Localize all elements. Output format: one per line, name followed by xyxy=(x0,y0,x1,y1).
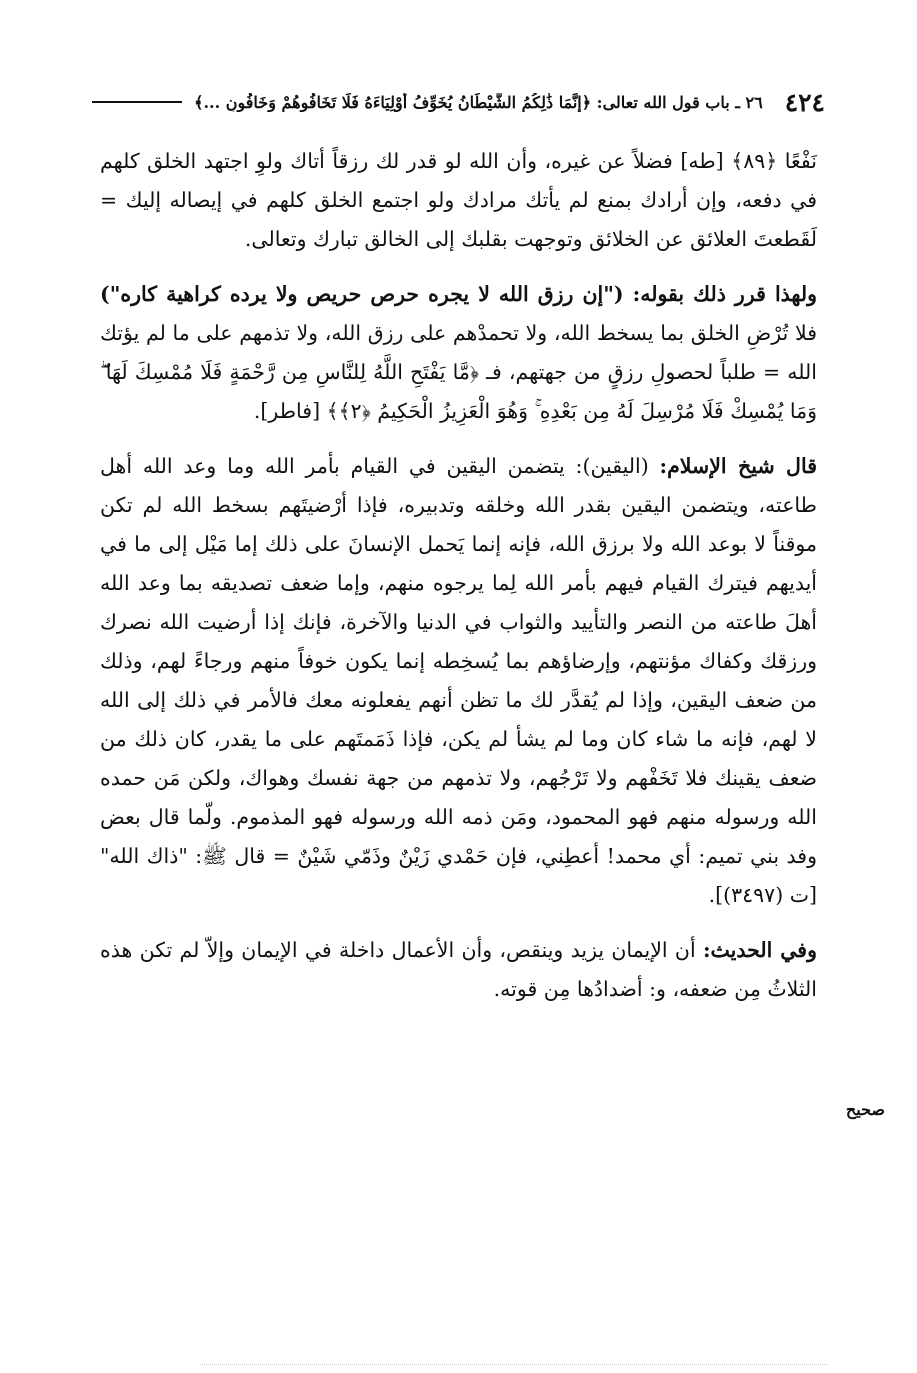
paragraph-text: نَفْعًا ﴿٨٩﴾ [طه] فضلاً عن غيره، وأن الله لو قدر لك رزقاً أتاك ولوِ اجتهد الخلق كلهم في دفعه، وإن أرادك بمنع لم يأتك مرادك ولو اجتمع الخلق كلهم في إيصاله إليك = لَقَطعتَ العلائق عن الخلائق وتوجهت بقلبك إلى الخالق تبارك وتعالى. xyxy=(100,149,817,251)
paragraph-lead: وفي الحديث: xyxy=(702,938,817,962)
paragraph-1 xyxy=(100,142,817,259)
header-rule xyxy=(92,101,182,103)
running-title: ٢٦ ـ باب قول الله تعالى: ﴿إِنَّمَا ذَٰلِكُمُ الشَّيْطَانُ يُخَوِّفُ أَوْلِيَاءَهُ فَلَا تَخَافُوهُمْ وَخَافُونِ ...﴾ xyxy=(194,92,763,112)
paragraph-text: فلا تُرْضِ الخلق بما يسخط الله، ولا تحمدْهم على رزق الله، ولا تذمهم على ما لم يؤتك الله = طلباً لحصولِ رزقٍ من جهتهم، فـ ﴿مَّا يَفْتَحِ اللَّهُ لِلنَّاسِ مِن رَّحْمَةٍ فَلَا مُمْسِكَ لَهَا ۖ وَمَا يُمْسِكْ فَلَا مُرْسِلَ لَهُ مِن بَعْدِهِ ۚ وَهُوَ الْعَزِيزُ الْحَكِيمُ ﴿٢﴾﴾ [فاطر]. xyxy=(100,321,817,423)
margin-grading-note: صحيح xyxy=(845,1100,885,1119)
page-header xyxy=(92,82,825,122)
paragraph-2 xyxy=(100,275,817,431)
paragraph-3 xyxy=(100,447,817,915)
paragraph-lead: قال شيخ الإسلام: xyxy=(659,454,817,478)
paragraph-text: (اليقين): يتضمن اليقين في القيام بأمر الله وما وعد الله أهل طاعته، ويتضمن اليقين بقدر الله وخلقه وتدبيره، فإذا أرْضيتَهم بسخط الله لم تكن موقناً لا بوعد الله ولا برزق الله، فإنه إنما يَحمل الإنسانَ على ذلك إما مَيْل إلى ما في أيديهم فيترك القيام فيهم بأمر الله لِما يرجوه منهم، وإما ضعف تصديقه بما وعد الله أهلَ طاعته من النصر والتأييد والثواب في الدنيا والآخرة، فإنك إذا أرضيت الله نصرك ورزقك وكفاك مؤنتهم، وإرضاؤهم بما يُسخِطه إنما يكون خوفاً منهم ورجاءً لهم، وذلك من ضعف اليقين، وإذا لم يُقدَّر لك ما تظن أنهم يفعلونه معك فالأمر في ذلك إلى الله لا لهم، فإنه ما شاء كان وما لم يشأ لم يكن، فإذا ذَمَمتَهم على ما يقدر، كان ذلك من ضعف يقينك فلا تَخَفْهم ولا تَرْجُهم، ولا تذمهم من جهة نفسك وهواك، ولكن مَن حمده الله ورسوله منهم فهو المحمود، ومَن ذمه الله ورسوله فهو المذموم. ولّما قال بعض وفد بني تميم: أي محمد! أعطِني، فإن حَمْدي زَيْنٌ وذَمّي شَيْنٌ = قال ﷺ: "ذاك الله" [ت (٣٤٩٧)]. xyxy=(100,454,817,907)
paragraph-text: أن الإيمان يزيد وينقص، وأن الأعمال داخلة في الإيمان وإلاّ لم تكن هذه الثلاثُ مِن ضعفه، و: أضدادُها مِن قوته. xyxy=(100,938,817,1001)
scan-edge-dots xyxy=(200,1364,827,1365)
paragraph-4 xyxy=(100,931,817,1009)
page-number: ٤٢٤ xyxy=(784,87,825,117)
page-body xyxy=(100,142,817,1025)
paragraph-lead: ولهذا قرر ذلك بقوله: ("إن رزق الله لا يجره حرص حريص ولا يرده كراهية كاره") xyxy=(100,282,817,306)
